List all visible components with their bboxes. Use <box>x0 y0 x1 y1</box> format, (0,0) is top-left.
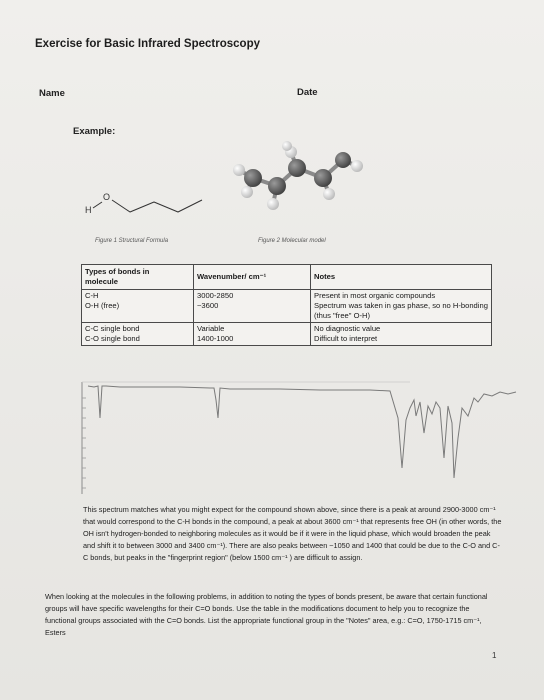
atom-h-label: H <box>85 205 92 215</box>
table-cell-wavenumber: Variable 1400-1000 <box>194 323 311 346</box>
spectrum-trace <box>88 386 516 478</box>
table-row <box>82 290 492 323</box>
table-cell-notes: No diagnostic value Difficult to interpret <box>311 323 492 346</box>
table-cell-notes: Present in most organic compounds Spectrum was taken in gas phase, so no H-bonding (thus "free" O-H) <box>311 290 492 323</box>
table-cell-bond-type: C-C single bond C-O single bond <box>82 323 194 346</box>
figure1-caption: Figure 1 Structural Formula <box>95 238 169 244</box>
structural-formula-figure <box>80 180 220 230</box>
spectrum-axis-ticks <box>82 398 86 488</box>
table-header-bond-type: Types of bonds in molecule <box>82 265 194 290</box>
table-cell-wavenumber: 3000-2850 ~3600 <box>194 290 311 323</box>
table-header-wavenumber: Wavenumber/ cm⁻¹ <box>194 265 311 290</box>
paragraph-spectrum-explanation: This spectrum matches what you might expect for the compound shown above, since there is a peak at around 2900-3000 cm⁻¹ that would correspond to the C-H bonds in the compound, a peak at about 3600 cm⁻¹ that represents free OH (in other words, the OH isn't hydrogen-bonded to neighboring molecules as it would be if it were in the liquid phase, which would broaden the peak and shift it to between 3000 and 3400 cm⁻¹). There are also peaks between ~1050 and 1400 that could be due to the C-O and C-C bonds, but peaks in the "fingerprint region" (below 1500 cm⁻¹ ) are difficult to assign. <box>83 505 502 562</box>
table-header-notes: Notes <box>311 265 492 290</box>
ir-spectrum-figure <box>80 378 520 498</box>
figure2-caption: Figure 2 Molecular model <box>258 238 326 244</box>
bond-table-header-row <box>82 265 492 290</box>
molecular-model-figure <box>225 138 375 218</box>
model-atoms <box>233 141 363 210</box>
page-title: Exercise for Basic Infrared Spectroscopy <box>35 38 260 50</box>
atom-o-label: O <box>103 192 111 202</box>
bond-table <box>81 264 492 346</box>
skeletal-bonds <box>93 202 102 208</box>
name-label: Name <box>39 88 65 99</box>
page-number: 1 <box>492 651 497 660</box>
paragraph-instructions: When looking at the molecules in the following problems, in addition to noting the types of bonds present, be aware that certain functional groups will have specific wavelengths for their C=O bonds. Use the table in the modifications document to help you to recognize the functional groups associated with the C=O bonds. List the appropriate functional group in the "Notes" area, e.g.: C=O, 1750-1715 cm⁻¹, Esters <box>45 592 488 637</box>
example-label: Example: <box>73 126 116 137</box>
table-row <box>82 323 492 346</box>
table-cell-bond-type: C-H O-H (free) <box>82 290 194 323</box>
date-label: Date <box>297 87 318 98</box>
skeletal-chain <box>112 200 202 212</box>
